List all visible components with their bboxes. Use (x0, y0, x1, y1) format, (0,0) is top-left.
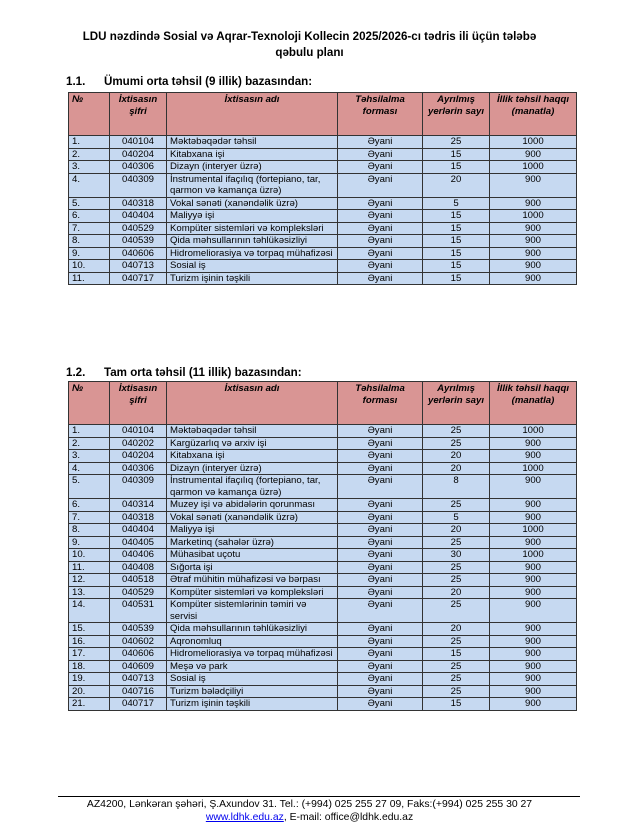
cell-fee: 1000 (490, 462, 577, 475)
cell-no: 4. (69, 462, 110, 475)
cell-name: Muzey işi və abidələrin qorunması (167, 499, 338, 512)
cell-fee: 900 (490, 660, 577, 673)
cell-fee: 900 (490, 635, 577, 648)
cell-name: Sığorta işi (167, 561, 338, 574)
table-row (69, 574, 577, 587)
cell-no: 3. (69, 161, 110, 174)
cell-fee: 1000 (490, 210, 577, 223)
cell-code: 040713 (110, 673, 167, 686)
cell-form: Əyani (338, 673, 423, 686)
cell-seats: 25 (423, 136, 490, 149)
cell-no: 7. (69, 511, 110, 524)
cell-no: 11. (69, 272, 110, 285)
cell-fee: 900 (490, 499, 577, 512)
footer-divider (58, 796, 580, 797)
cell-code: 040318 (110, 511, 167, 524)
cell-seats: 8 (423, 475, 490, 499)
cell-fee: 900 (490, 197, 577, 210)
cell-no: 10. (69, 549, 110, 562)
section1-heading (66, 75, 312, 89)
cell-fee: 900 (490, 222, 577, 235)
cell-no: 21. (69, 698, 110, 711)
cell-name: İnstrumental ifaçılıq (fortepiano, tar, qarmon və kamança üzrə) (167, 173, 338, 197)
cell-form: Əyani (338, 536, 423, 549)
footer-contacts (40, 811, 579, 824)
cell-seats: 15 (423, 235, 490, 248)
cell-seats: 25 (423, 635, 490, 648)
cell-seats: 15 (423, 698, 490, 711)
col-header-code: İxtisasın şifri (110, 93, 167, 136)
cell-name: Maliyyə işi (167, 210, 338, 223)
cell-seats: 20 (423, 586, 490, 599)
cell-name: Vokal sənəti (xanəndəlik üzrə) (167, 197, 338, 210)
cell-code: 040306 (110, 161, 167, 174)
cell-name: Dizayn (interyer üzrə) (167, 462, 338, 475)
cell-fee: 900 (490, 173, 577, 197)
cell-form: Əyani (338, 210, 423, 223)
cell-fee: 900 (490, 148, 577, 161)
table-row (69, 260, 577, 273)
table-row (69, 161, 577, 174)
cell-code: 040406 (110, 549, 167, 562)
section1-number: 1.1. (66, 75, 86, 88)
cell-seats: 25 (423, 561, 490, 574)
cell-no: 5. (69, 475, 110, 499)
cell-seats: 25 (423, 660, 490, 673)
cell-form: Əyani (338, 222, 423, 235)
cell-form: Əyani (338, 475, 423, 499)
table-row (69, 561, 577, 574)
col-header-name: İxtisasın adı (167, 382, 338, 425)
cell-form: Əyani (338, 698, 423, 711)
cell-code: 040104 (110, 425, 167, 438)
cell-code: 040309 (110, 173, 167, 197)
cell-code: 040717 (110, 272, 167, 285)
cell-code: 040204 (110, 148, 167, 161)
table-row (69, 549, 577, 562)
table-row (69, 462, 577, 475)
section2-table (68, 381, 577, 711)
cell-code: 040404 (110, 210, 167, 223)
cell-no: 4. (69, 173, 110, 197)
table-row (69, 437, 577, 450)
cell-name: Aqronomluq (167, 635, 338, 648)
cell-code: 040408 (110, 561, 167, 574)
cell-seats: 25 (423, 599, 490, 623)
cell-seats: 15 (423, 222, 490, 235)
cell-name: Məktəbəqədər təhsil (167, 136, 338, 149)
cell-no: 10. (69, 260, 110, 273)
cell-form: Əyani (338, 524, 423, 537)
cell-form: Əyani (338, 511, 423, 524)
cell-fee: 900 (490, 536, 577, 549)
cell-name: Turizm işinin təşkili (167, 272, 338, 285)
cell-name: Ətraf mühitin mühafizəsi və bərpası (167, 574, 338, 587)
cell-seats: 15 (423, 161, 490, 174)
cell-seats: 15 (423, 260, 490, 273)
cell-no: 8. (69, 524, 110, 537)
cell-form: Əyani (338, 499, 423, 512)
table-row (69, 197, 577, 210)
cell-name: Kargüzarlıq və arxiv işi (167, 437, 338, 450)
table-row (69, 425, 577, 438)
table-row (69, 173, 577, 197)
cell-no: 8. (69, 235, 110, 248)
cell-form: Əyani (338, 136, 423, 149)
cell-form: Əyani (338, 235, 423, 248)
cell-name: Kompüter sistemləri və kompleksləri (167, 586, 338, 599)
cell-seats: 15 (423, 210, 490, 223)
cell-no: 15. (69, 623, 110, 636)
cell-fee: 900 (490, 586, 577, 599)
cell-name: Qida məhsullarının təhlükəsizliyi (167, 235, 338, 248)
cell-no: 1. (69, 136, 110, 149)
table-row (69, 660, 577, 673)
cell-no: 7. (69, 222, 110, 235)
cell-name: Sosial iş (167, 673, 338, 686)
cell-code: 040314 (110, 499, 167, 512)
cell-seats: 25 (423, 536, 490, 549)
cell-name: Turizm bələdçiliyi (167, 685, 338, 698)
cell-name: Dizayn (interyer üzrə) (167, 161, 338, 174)
cell-fee: 1000 (490, 136, 577, 149)
cell-fee: 900 (490, 599, 577, 623)
cell-name: Vokal sənəti (xanəndəlik üzrə) (167, 511, 338, 524)
cell-no: 6. (69, 499, 110, 512)
cell-fee: 900 (490, 698, 577, 711)
footer-email: , E-mail: office@ldhk.edu.az (283, 812, 414, 823)
cell-code: 040606 (110, 648, 167, 661)
cell-form: Əyani (338, 425, 423, 438)
col-header-form: Təhsilalma forması (338, 382, 423, 425)
col-header-seats: Ayrılmış yerlərin sayı (423, 93, 490, 136)
cell-fee: 900 (490, 673, 577, 686)
cell-fee: 900 (490, 511, 577, 524)
cell-no: 16. (69, 635, 110, 648)
table-row (69, 524, 577, 537)
table-row (69, 586, 577, 599)
cell-name: Kompüter sistemləri və kompleksləri (167, 222, 338, 235)
cell-name: Meşə və park (167, 660, 338, 673)
cell-no: 13. (69, 586, 110, 599)
cell-fee: 900 (490, 574, 577, 587)
cell-name: Marketinq (sahələr üzrə) (167, 536, 338, 549)
cell-code: 040713 (110, 260, 167, 273)
cell-seats: 5 (423, 511, 490, 524)
cell-seats: 25 (423, 673, 490, 686)
cell-form: Əyani (338, 635, 423, 648)
cell-code: 040306 (110, 462, 167, 475)
cell-form: Əyani (338, 247, 423, 260)
cell-seats: 20 (423, 524, 490, 537)
cell-seats: 15 (423, 648, 490, 661)
cell-code: 040609 (110, 660, 167, 673)
table-header-row (69, 382, 577, 425)
cell-no: 2. (69, 437, 110, 450)
table-row (69, 511, 577, 524)
cell-form: Əyani (338, 197, 423, 210)
cell-name: Sosial iş (167, 260, 338, 273)
section1-table (68, 92, 577, 285)
cell-form: Əyani (338, 599, 423, 623)
col-header-name: İxtisasın adı (167, 93, 338, 136)
cell-fee: 1000 (490, 161, 577, 174)
table-row (69, 648, 577, 661)
document-title-line2: qəbulu planı (275, 46, 344, 59)
table-row (69, 536, 577, 549)
cell-name: Maliyyə işi (167, 524, 338, 537)
cell-no: 1. (69, 425, 110, 438)
cell-no: 18. (69, 660, 110, 673)
cell-code: 040529 (110, 222, 167, 235)
cell-name: Kitabxana işi (167, 450, 338, 463)
cell-fee: 900 (490, 260, 577, 273)
cell-no: 11. (69, 561, 110, 574)
cell-no: 14. (69, 599, 110, 623)
cell-form: Əyani (338, 660, 423, 673)
section2-heading (66, 366, 302, 380)
cell-seats: 5 (423, 197, 490, 210)
cell-name: Kompüter sistemlərinin təmiri və servisi (167, 599, 338, 623)
cell-no: 17. (69, 648, 110, 661)
cell-seats: 20 (423, 173, 490, 197)
cell-name: Turizm işinin təşkili (167, 698, 338, 711)
cell-code: 040309 (110, 475, 167, 499)
cell-code: 040529 (110, 586, 167, 599)
cell-fee: 1000 (490, 425, 577, 438)
cell-form: Əyani (338, 450, 423, 463)
cell-code: 040404 (110, 524, 167, 537)
cell-code: 040405 (110, 536, 167, 549)
table-row (69, 247, 577, 260)
cell-form: Əyani (338, 586, 423, 599)
cell-form: Əyani (338, 623, 423, 636)
col-header-fee: İllik təhsil haqqı (manatla) (490, 382, 577, 425)
cell-form: Əyani (338, 648, 423, 661)
cell-fee: 900 (490, 272, 577, 285)
cell-no: 9. (69, 247, 110, 260)
cell-seats: 15 (423, 272, 490, 285)
cell-form: Əyani (338, 574, 423, 587)
col-header-form: Təhsilalma forması (338, 93, 423, 136)
cell-fee: 900 (490, 475, 577, 499)
cell-form: Əyani (338, 148, 423, 161)
cell-fee: 1000 (490, 524, 577, 537)
cell-seats: 20 (423, 462, 490, 475)
cell-form: Əyani (338, 272, 423, 285)
cell-code: 040717 (110, 698, 167, 711)
cell-form: Əyani (338, 685, 423, 698)
table-row (69, 673, 577, 686)
cell-code: 040518 (110, 574, 167, 587)
section2-number: 1.2. (66, 366, 86, 379)
cell-seats: 15 (423, 148, 490, 161)
cell-name: İnstrumental ifaçılıq (fortepiano, tar, qarmon və kamança üzrə) (167, 475, 338, 499)
document-title (40, 29, 579, 61)
footer-address: AZ4200, Lənkəran şəhəri, Ş.Axundov 31. Tel.: (+994) 025 255 27 09, Faks:(+994) 025 255 30 27 (86, 799, 533, 810)
cell-form: Əyani (338, 437, 423, 450)
table-row (69, 475, 577, 499)
col-header-code: İxtisasın şifri (110, 382, 167, 425)
cell-seats: 25 (423, 685, 490, 698)
col-header-seats: Ayrılmış yerlərin sayı (423, 382, 490, 425)
cell-form: Əyani (338, 462, 423, 475)
table-row (69, 136, 577, 149)
cell-code: 040531 (110, 599, 167, 623)
cell-code: 040602 (110, 635, 167, 648)
cell-seats: 20 (423, 450, 490, 463)
cell-no: 5. (69, 197, 110, 210)
cell-code: 040539 (110, 623, 167, 636)
cell-name: Kitabxana işi (167, 148, 338, 161)
table-row (69, 210, 577, 223)
table-row (69, 635, 577, 648)
col-header-fee: İllik təhsil haqqı (manatla) (490, 93, 577, 136)
cell-fee: 900 (490, 235, 577, 248)
cell-fee: 900 (490, 623, 577, 636)
table-row (69, 698, 577, 711)
cell-form: Əyani (338, 549, 423, 562)
cell-seats: 30 (423, 549, 490, 562)
cell-name: Məktəbəqədər təhsil (167, 425, 338, 438)
cell-fee: 900 (490, 561, 577, 574)
cell-seats: 25 (423, 425, 490, 438)
cell-no: 12. (69, 574, 110, 587)
cell-seats: 20 (423, 623, 490, 636)
col-header-no: № (69, 93, 110, 136)
cell-seats: 25 (423, 574, 490, 587)
cell-code: 040539 (110, 235, 167, 248)
cell-no: 3. (69, 450, 110, 463)
section2-title: Tam orta təhsil (11 illik) bazasından: (104, 366, 302, 379)
cell-form: Əyani (338, 173, 423, 197)
document-title-line1: LDU nəzdində Sosial və Aqrar-Texnoloji Kollecin 2025/2026-cı tədris ili üçün tələbə (82, 30, 537, 43)
cell-name: Hidromeliorasiya və torpaq mühafizəsi (167, 247, 338, 260)
cell-no: 19. (69, 673, 110, 686)
table-row (69, 685, 577, 698)
cell-no: 6. (69, 210, 110, 223)
table-row (69, 272, 577, 285)
table-row (69, 599, 577, 623)
cell-form: Əyani (338, 260, 423, 273)
section1-title: Ümumi orta təhsil (9 illik) bazasından: (104, 75, 313, 88)
cell-fee: 900 (490, 437, 577, 450)
table-row (69, 623, 577, 636)
website-link[interactable]: www.ldhk.edu.az (205, 812, 284, 823)
cell-fee: 900 (490, 247, 577, 260)
cell-name: Qida məhsullarının təhlükəsizliyi (167, 623, 338, 636)
table-row (69, 235, 577, 248)
cell-code: 040104 (110, 136, 167, 149)
cell-code: 040606 (110, 247, 167, 260)
cell-fee: 900 (490, 648, 577, 661)
cell-form: Əyani (338, 161, 423, 174)
table-row (69, 499, 577, 512)
cell-name: Mühasibat uçotu (167, 549, 338, 562)
col-header-no: № (69, 382, 110, 425)
cell-code: 040202 (110, 437, 167, 450)
cell-no: 2. (69, 148, 110, 161)
table-header-row (69, 93, 577, 136)
cell-code: 040318 (110, 197, 167, 210)
cell-no: 20. (69, 685, 110, 698)
cell-no: 9. (69, 536, 110, 549)
cell-name: Hidromeliorasiya və torpaq mühafizəsi (167, 648, 338, 661)
cell-fee: 1000 (490, 549, 577, 562)
cell-form: Əyani (338, 561, 423, 574)
table-row (69, 450, 577, 463)
cell-seats: 25 (423, 499, 490, 512)
table-row (69, 222, 577, 235)
table-row (69, 148, 577, 161)
cell-seats: 25 (423, 437, 490, 450)
cell-code: 040204 (110, 450, 167, 463)
cell-code: 040716 (110, 685, 167, 698)
cell-fee: 900 (490, 685, 577, 698)
cell-fee: 900 (490, 450, 577, 463)
cell-seats: 15 (423, 247, 490, 260)
